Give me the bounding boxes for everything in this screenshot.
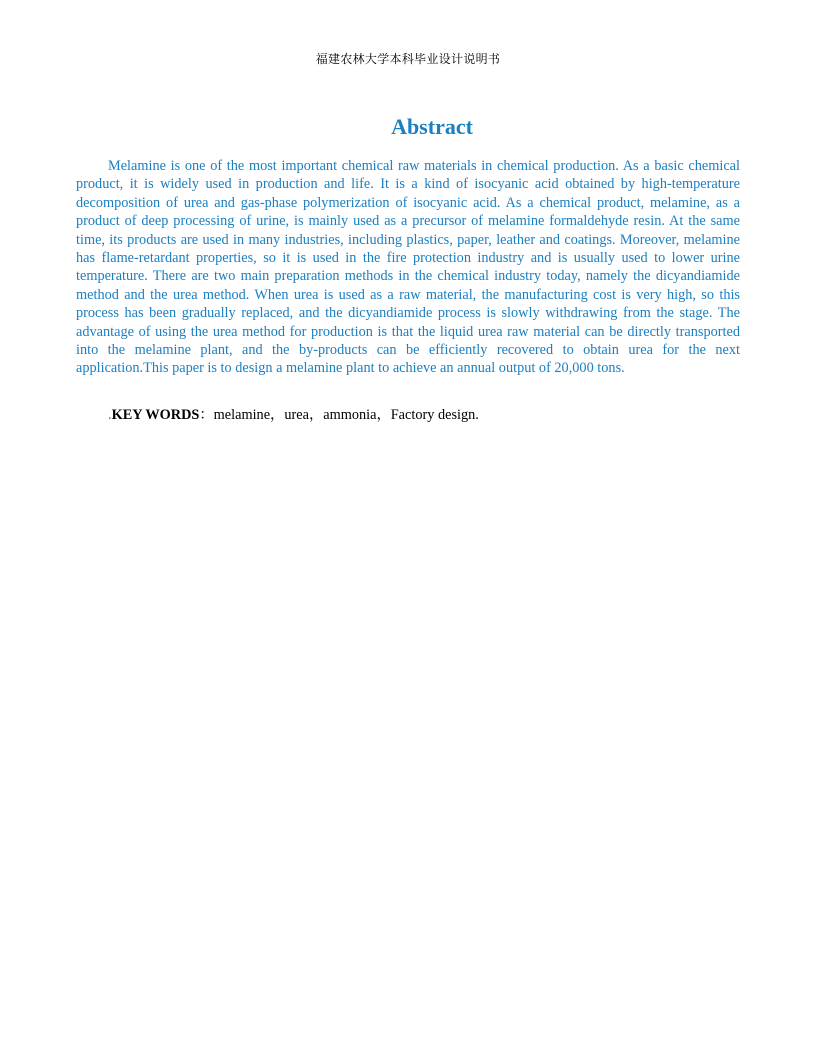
running-header: 福建农林大学本科毕业设计说明书 [315, 52, 501, 66]
keywords-separator: ： [199, 407, 214, 423]
abstract-title: Abstract [391, 114, 473, 139]
keywords-line [108, 406, 740, 424]
keywords-label: KEY WORDS [111, 407, 200, 423]
keywords-text: melamine，urea，ammonia，Factory design. [213, 407, 479, 423]
abstract-body: Melamine is one of the most important chemical raw materials in chemical production. As a basic chemical product, it is widely used in production and life. It is a kind of isocyanic acid obtained by high-temperature decomposition of urea and gas-phase polymerization of isocyanic acid. As a chemical product, melamine, as a product of deep processing of urine, is mainly used as a precursor of melamine formaldehyde resin. At the same time, its products are used in many industries, including plastics, paper, leather and coatings. Moreover, melamine has flame-retardant properties, so it is used in the fire protection industry and is usually used to lower urine temperature. There are two main preparation methods in the chemical industry today, namely the dicyandiamide method and the urea method. When urea is used as a raw material, the manufacturing cost is very high, so this process has been gradually replaced, and the dicyandiamide process is slowly withdrawing from the stage. The advantage of using the urea method for production is that the liquid urea raw material can be directly transported into the melamine plant, and the by-products can be efficiently recovered to obtain urea for the next application.This paper is to design a melamine plant to achieve an annual output of 20,000 tons. [76, 158, 740, 377]
keywords-prefix: . [108, 407, 112, 423]
